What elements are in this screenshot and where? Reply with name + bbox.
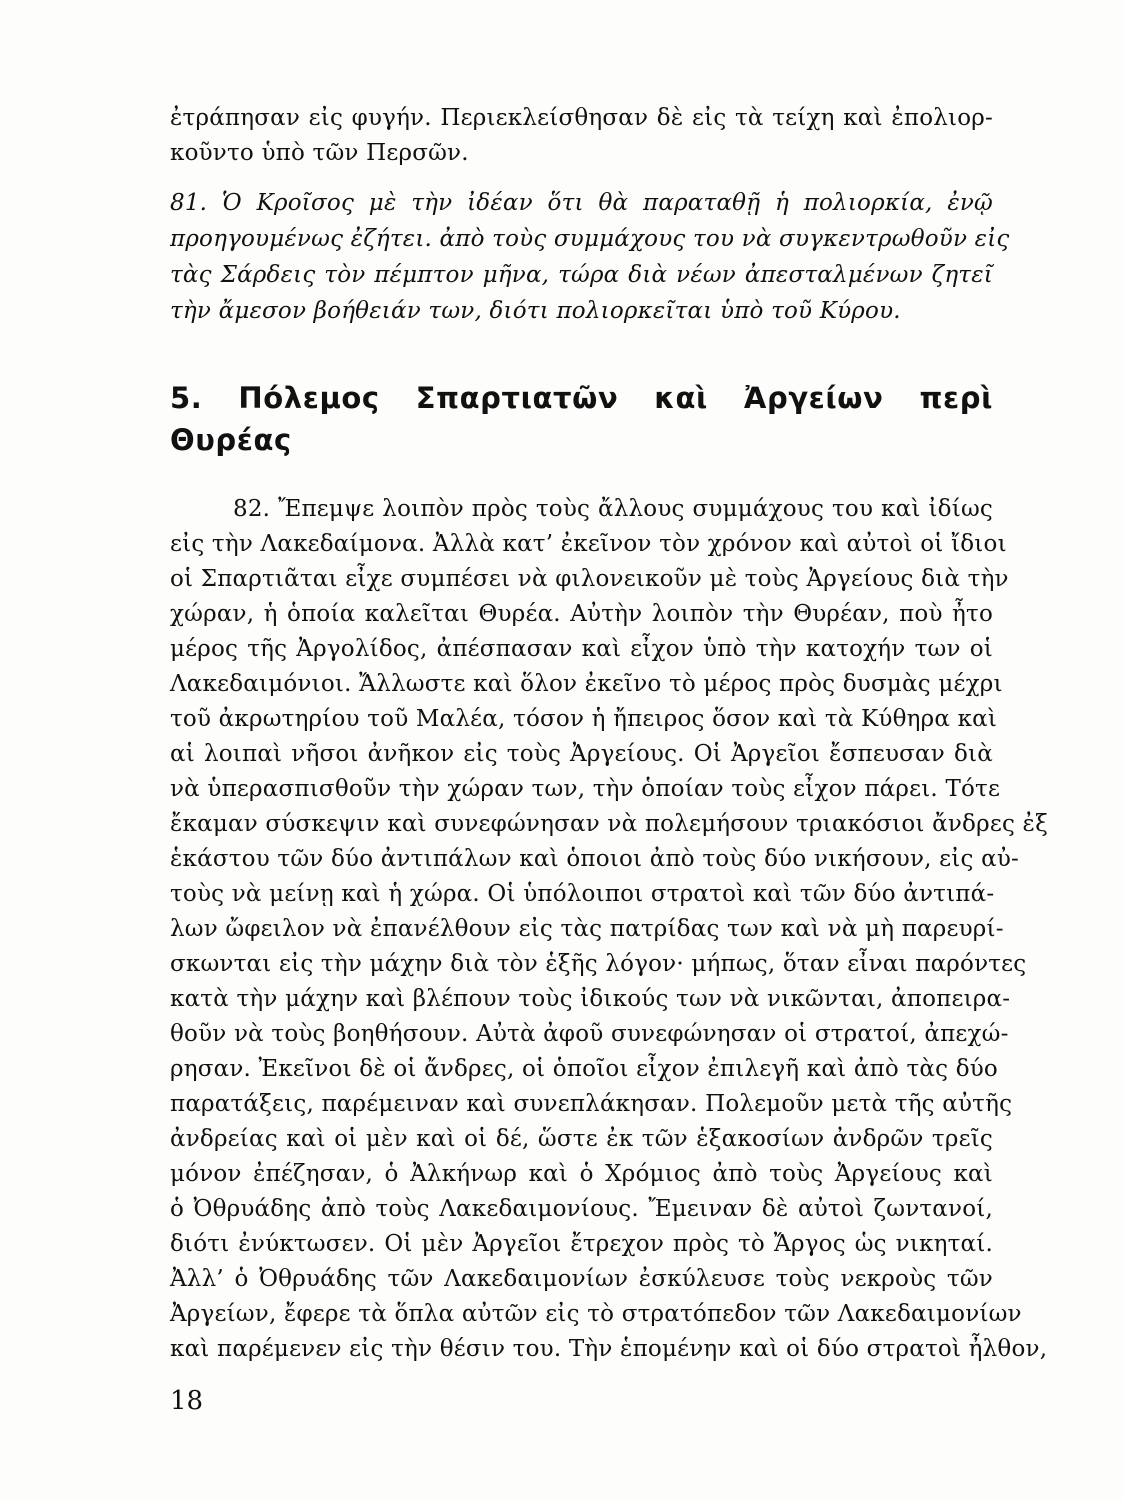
section-82-line: τοὺς νὰ μείνῃ καὶ ἡ χώρα. Οἱ ὑπόλοιποι στρατοὶ καὶ τῶν δύο ἀντιπά- xyxy=(170,881,995,907)
section-82-line: οἱ Σπαρτιᾶται εἶχε συμπέσει νὰ φιλονεικοῦν μὲ τοὺς Ἀργείους διὰ τὴν xyxy=(170,566,1009,592)
section-81-line: προηγουμένως ἐζήτει. ἀπὸ τοὺς συμμάχους του νὰ συγκεντρωθοῦν εἰς xyxy=(170,226,1010,252)
section-82-line: μόνον ἐπέζησαν, ὁ Ἀλκήνωρ καὶ ὁ Χρόμιος ἀπὸ τοὺς Ἀργείους καὶ xyxy=(170,1161,993,1187)
section-81-line: 81. Ὁ Κροῖσος μὲ τὴν ἰδέαν ὅτι θὰ παραταθῇ ἡ πολιορκία, ἐνῷ xyxy=(170,190,993,216)
section-heading: Θυρέας xyxy=(170,423,292,457)
section-82-line: κατὰ τὴν μάχην καὶ βλέπουν τοὺς ἰδικούς των νὰ νικῶνται, ἀποπειρα- xyxy=(170,986,1011,1012)
section-82-line: σκωνται εἰς τὴν μάχην διὰ τὸν ἑξῆς λόγον· μήπως, ὅταν εἶναι παρόντες xyxy=(170,951,1027,977)
section-82-line: χώραν, ἡ ὁποία καλεῖται Θυρέα. Αὐτὴν λοιπὸν τὴν Θυρέαν, ποὺ ἦτο xyxy=(170,601,993,627)
intro-line: κοῦντο ὑπὸ τῶν Περσῶν. xyxy=(170,140,469,166)
section-82-line: ἀνδρείας καὶ οἱ μὲν καὶ οἱ δέ, ὥστε ἐκ τῶν ἑξακοσίων ἀνδρῶν τρεῖς xyxy=(170,1126,993,1152)
section-82-line: λων ὤφειλον νὰ ἐπανέλθουν εἰς τὰς πατρίδας των καὶ νὰ μὴ παρευρί- xyxy=(170,916,1004,942)
section-82-line: καὶ παρέμενεν εἰς τὴν θέσιν του. Τὴν ἑπομένην καὶ οἱ δύο στρατοὶ ἦλθον, xyxy=(170,1336,1048,1362)
section-82-line: τοῦ ἀκρωτηρίου τοῦ Μαλέα, τόσον ἡ ἤπειρος ὅσον καὶ τὰ Κύθηρα καὶ xyxy=(170,706,998,732)
section-82-line: ὁ Ὀθρυάδης ἀπὸ τοὺς Λακεδαιμονίους. Ἔμειναν δὲ αὐτοὶ ζωντανοί, xyxy=(170,1196,993,1222)
section-82-line: αἱ λοιπαὶ νῆσοι ἀνῆκον εἰς τοὺς Ἀργείους. Οἱ Ἀργεῖοι ἔσπευσαν διὰ xyxy=(170,741,993,767)
page-number: 18 xyxy=(170,1386,204,1416)
section-82-line: εἰς τὴν Λακεδαίμονα. Ἀλλὰ κατ’ ἐκεῖνον τὸν χρόνον καὶ αὐτοὶ οἱ ἴδιοι xyxy=(170,531,1007,557)
section-82-line: Ἀργείων, ἔφερε τὰ ὅπλα αὐτῶν εἰς τὸ στρατόπεδον τῶν Λακεδαιμονίων xyxy=(170,1301,1022,1327)
section-82-line: μέρος τῆς Ἀργολίδος, ἀπέσπασαν καὶ εἶχον ὑπὸ τὴν κατοχήν των οἱ xyxy=(170,636,993,662)
section-82-line: διότι ἐνύκτωσεν. Οἱ μὲν Ἀργεῖοι ἔτρεχον πρὸς τὸ Ἄργος ὡς νικηταί. xyxy=(170,1231,993,1257)
section-82-line: ἑκάστου τῶν δύο ἀντιπάλων καὶ ὁποιοι ἀπὸ τοὺς δύο νικήσουν, εἰς αὐ- xyxy=(170,846,1019,872)
section-81-line: τὴν ἄμεσον βοήθειάν των, διότι πολιορκεῖται ὑπὸ τοῦ Κύρου. xyxy=(170,298,901,324)
section-heading: 5. Πόλεμος Σπαρτιατῶν καὶ Ἀργείων περὶ xyxy=(170,381,993,415)
section-82-line: παρατάξεις, παρέμειναν καὶ συνεπλάκησαν. Πολεμοῦν μετὰ τῆς αὐτῆς xyxy=(170,1091,1013,1117)
section-82-line: Ἀλλ’ ὁ Ὀθρυάδης τῶν Λακεδαιμονίων ἐσκύλευσε τοὺς νεκροὺς τῶν xyxy=(170,1266,993,1292)
section-82-line: ρησαν. Ἐκεῖνοι δὲ οἱ ἄνδρες, οἱ ὁποῖοι εἶχον ἐπιλεγῆ καὶ ἀπὸ τὰς δύο xyxy=(170,1056,998,1082)
section-82-line: ἔκαμαν σύσκεψιν καὶ συνεφώνησαν νὰ πολεμήσουν τριακόσιοι ἄνδρες ἐξ xyxy=(170,811,1048,837)
section-82-line: θοῦν νὰ τοὺς βοηθήσουν. Αὐτὰ ἀφοῦ συνεφώνησαν οἱ στρατοί, ἀπεχώ- xyxy=(170,1021,1009,1047)
section-81-line: τὰς Σάρδεις τὸν πέμπτον μῆνα, τώρα διὰ νέων ἀπεσταλμένων ζητεῖ xyxy=(170,262,993,288)
intro-line: ἐτράπησαν εἰς φυγήν. Περιεκλείσθησαν δὲ εἰς τὰ τείχη καὶ ἐπολιορ- xyxy=(170,105,993,131)
section-82-line: 82. Ἔπεμψε λοιπὸν πρὸς τοὺς ἄλλους συμμάχους του καὶ ἰδίως xyxy=(233,496,993,522)
section-82-line: Λακεδαιμόνιοι. Ἄλλωστε καὶ ὅλον ἐκεῖνο τὸ μέρος πρὸς δυσμὰς μέχρι xyxy=(170,671,1003,697)
section-82-line: νὰ ὑπερασπισθοῦν τὴν χώραν των, τὴν ὁποίαν τοὺς εἶχον πάρει. Τότε xyxy=(170,776,1001,802)
